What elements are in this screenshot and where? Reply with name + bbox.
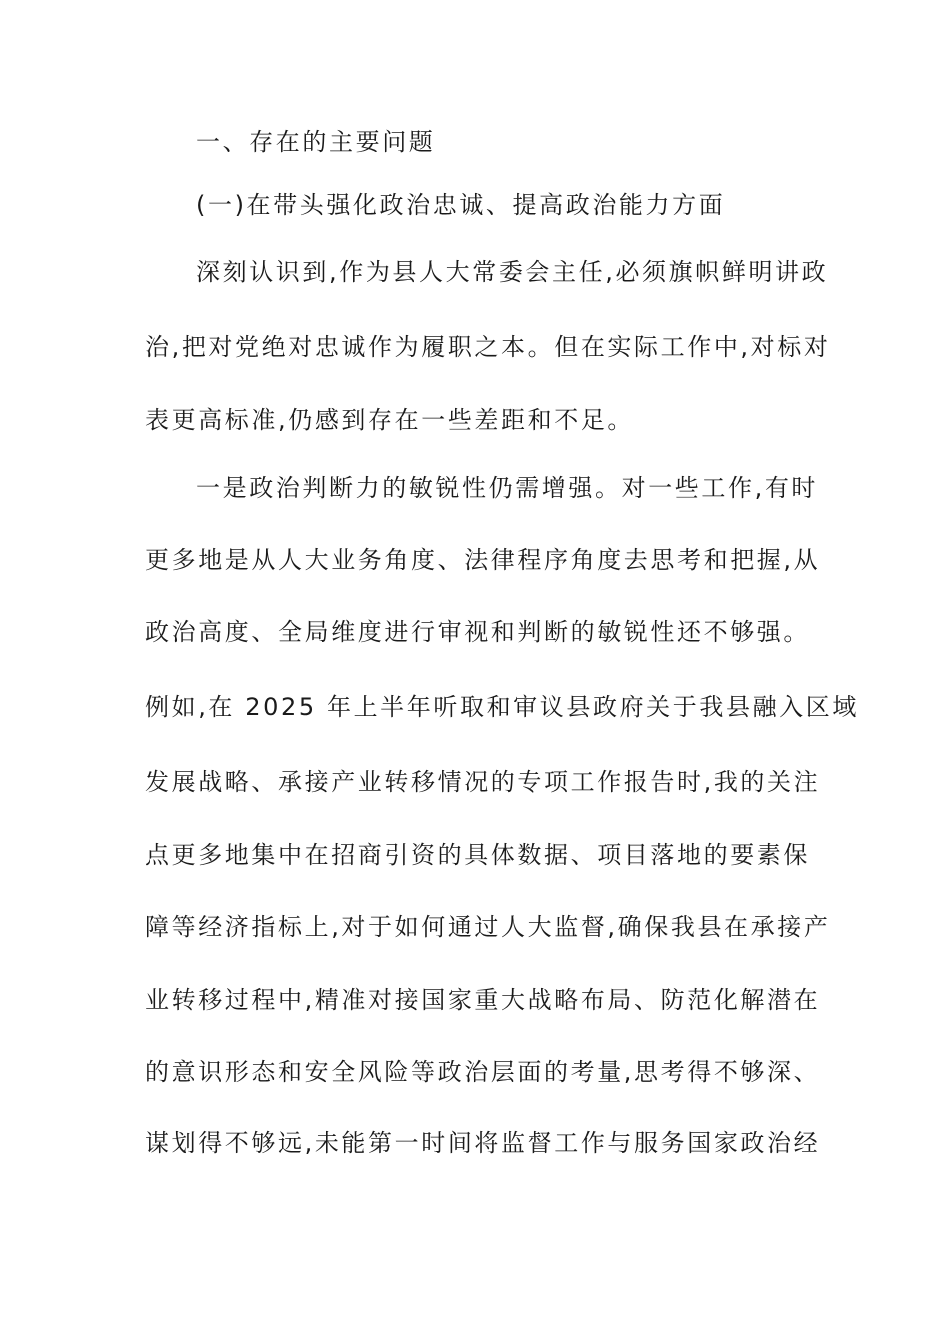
paragraph-line: 治,把对党绝对忠诚作为履职之本。但在实际工作中,对标对	[145, 333, 831, 361]
paragraph-line: 发展战略、承接产业转移情况的专项工作报告时,我的关注	[145, 768, 821, 796]
paragraph-line: 深刻认识到,作为县人大常委会主任,必须旗帜鲜明讲政	[196, 258, 829, 286]
paragraph-line: 例如,在 2025 年上半年听取和审议县政府关于我县融入区域	[145, 693, 859, 721]
paragraph-line: 点更多地集中在招商引资的具体数据、项目落地的要素保	[145, 841, 810, 869]
section-heading: 一、存在的主要问题	[196, 128, 436, 156]
paragraph-line: 政治高度、全局维度进行审视和判断的敏锐性还不够强。	[145, 618, 810, 646]
paragraph-line: 更多地是从人大业务角度、法律程序角度去思考和把握,从	[145, 546, 821, 574]
paragraph-line: 障等经济指标上,对于如何通过人大监督,确保我县在承接产	[145, 913, 831, 941]
subsection-heading: (一)在带头强化政治忠诚、提高政治能力方面	[196, 191, 726, 219]
paragraph-line: 谋划得不够远,未能第一时间将监督工作与服务国家政治经	[145, 1129, 821, 1157]
paragraph-line: 一是政治判断力的敏锐性仍需增强。对一些工作,有时	[196, 474, 819, 502]
paragraph-line: 的意识形态和安全风险等政治层面的考量,思考得不够深、	[145, 1058, 821, 1086]
paragraph-line: 表更高标准,仍感到存在一些差距和不足。	[145, 406, 635, 434]
paragraph-line: 业转移过程中,精准对接国家重大战略布局、防范化解潜在	[145, 986, 821, 1014]
